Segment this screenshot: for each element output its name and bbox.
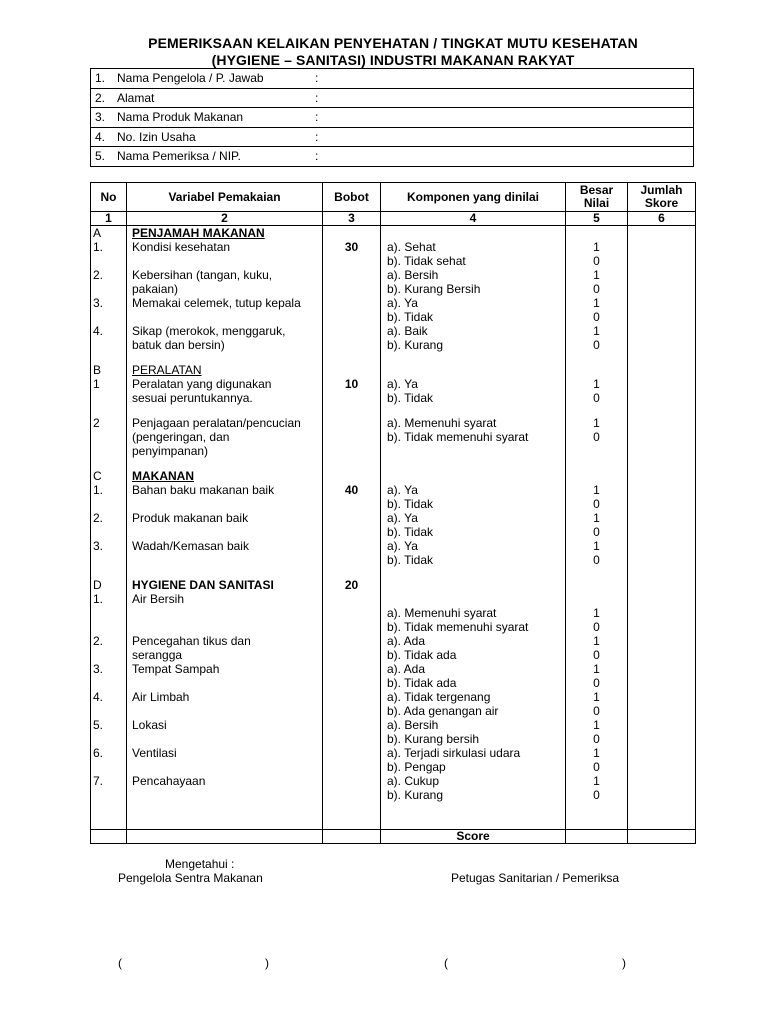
identity-value-field[interactable]: : <box>315 69 694 89</box>
item-number: 4. <box>93 324 104 338</box>
item-variable: Pencahayaan <box>132 774 206 788</box>
item-variable: Pencegahan tikus dan <box>132 634 251 648</box>
item-variable: Sikap (merokok, menggaruk, <box>132 324 286 338</box>
item-number: 2. <box>93 268 104 282</box>
nilai-column <box>566 226 628 830</box>
jumlah-column <box>628 226 696 830</box>
item-number: B <box>93 363 102 377</box>
item-variable: batuk dan bersin) <box>132 338 225 352</box>
item-score-value: 0 <box>593 310 600 324</box>
header-komponen: Komponen yang dinilai <box>381 183 566 212</box>
item-score-value: 0 <box>593 704 600 718</box>
item-number: 3. <box>93 539 104 553</box>
identity-table <box>90 68 694 167</box>
signature-left-paren-close: ) <box>265 956 269 970</box>
item-variable: Air Limbah <box>132 690 190 704</box>
header-besar-nilai-line1: Besar <box>579 183 614 197</box>
item-number: 7. <box>93 774 104 788</box>
signature-left-heading: Mengetahui : <box>165 857 235 871</box>
identity-label: Nama Produk Makanan <box>117 108 315 128</box>
komponen-column <box>381 226 566 830</box>
header-jumlah-skore <box>628 183 696 212</box>
score-cell-empty <box>566 830 628 844</box>
item-score-value: 0 <box>593 788 600 802</box>
identity-row <box>91 108 694 128</box>
item-number: 1. <box>93 240 104 254</box>
identity-value-field[interactable]: : <box>315 88 694 108</box>
item-variable: Produk makanan baik <box>132 511 249 525</box>
item-number: C <box>93 469 102 483</box>
score-cell-empty <box>91 830 127 844</box>
item-number: 4. <box>93 690 104 704</box>
item-score-value: 1 <box>593 690 600 704</box>
item-variable: penyimpanan) <box>132 444 209 458</box>
header-besar-nilai-line2: Nilai <box>583 196 610 210</box>
score-label: Score <box>381 830 566 844</box>
signature-right-paren-open: ( <box>444 956 448 970</box>
item-variable: Bahan baku makanan baik <box>132 483 275 497</box>
item-score-value: 0 <box>593 676 600 690</box>
identity-number: 5. <box>91 147 118 167</box>
item-component: b). Tidak <box>387 310 434 324</box>
item-component: a). Ya <box>387 377 418 391</box>
item-component: b). Tidak <box>387 497 434 511</box>
item-number: 2. <box>93 511 104 525</box>
item-component: b). Tidak ada <box>387 676 457 690</box>
identity-row <box>91 88 694 108</box>
item-component: a). Ya <box>387 296 418 310</box>
item-score-value: 1 <box>593 718 600 732</box>
column-index: 4 <box>381 212 566 226</box>
signature-right-paren-close: ) <box>622 956 626 970</box>
item-component: b). Tidak memenuhi syarat <box>387 620 529 634</box>
variabel-column <box>127 226 323 830</box>
item-component: a). Ya <box>387 483 418 497</box>
item-number: 1 <box>93 377 100 391</box>
item-component: a). Ya <box>387 539 418 553</box>
item-component: a). Bersih <box>387 718 439 732</box>
item-component: b). Kurang Bersih <box>387 282 481 296</box>
item-variable: Tempat Sampah <box>132 662 220 676</box>
item-variable: Kondisi kesehatan <box>132 240 231 254</box>
item-number: 3. <box>93 296 104 310</box>
item-score-value: 0 <box>593 620 600 634</box>
item-component: a). Bersih <box>387 268 439 282</box>
item-weight: 20 <box>344 578 359 592</box>
score-cell-empty <box>127 830 323 844</box>
item-score-value: 1 <box>593 324 600 338</box>
item-score-value: 0 <box>593 282 600 296</box>
item-score-value: 0 <box>593 430 600 444</box>
item-number: 2 <box>93 416 100 430</box>
item-component: b). Tidak memenuhi syarat <box>387 430 529 444</box>
item-component: b). Tidak ada <box>387 648 457 662</box>
item-component: b). Pengap <box>387 760 446 774</box>
item-number: 2. <box>93 634 104 648</box>
item-number: 6. <box>93 746 104 760</box>
item-variable: Memakai celemek, tutup kepala <box>132 296 301 310</box>
header-row <box>91 183 696 212</box>
item-component: b). Tidak <box>387 553 434 567</box>
item-score-value: 1 <box>593 483 600 497</box>
no-column <box>91 226 127 830</box>
item-score-value: 1 <box>593 416 600 430</box>
body-row <box>91 226 696 830</box>
item-score-value: 1 <box>593 746 600 760</box>
identity-value-field[interactable]: : <box>315 127 694 147</box>
item-score-value: 1 <box>593 539 600 553</box>
item-component: b). Kurang bersih <box>387 732 480 746</box>
signature-right-role: Petugas Sanitarian / Pemeriksa <box>451 871 620 885</box>
item-variable: Wadah/Kemasan baik <box>132 539 249 553</box>
identity-label: Nama Pengelola / P. Jawab <box>117 69 315 89</box>
item-variable: sesuai peruntukannya. <box>132 391 253 405</box>
item-variable: serangga <box>132 648 183 662</box>
item-number: 5. <box>93 718 104 732</box>
identity-number: 1. <box>91 69 118 89</box>
item-weight: 10 <box>344 377 359 391</box>
item-component: b). Tidak <box>387 391 434 405</box>
item-number: 1. <box>93 592 104 606</box>
item-component: a). Cukup <box>387 774 440 788</box>
item-score-value: 0 <box>593 497 600 511</box>
item-score-value: 0 <box>593 648 600 662</box>
column-index: 2 <box>127 212 323 226</box>
header-variabel: Variabel Pemakaian <box>127 183 323 212</box>
item-score-value: 0 <box>593 760 600 774</box>
item-component: b). Kurang <box>387 788 444 802</box>
item-component: b). Tidak sehat <box>387 254 466 268</box>
item-component: a). Terjadi sirkulasi udara <box>387 746 521 760</box>
item-component: a). Memenuhi syarat <box>387 606 497 620</box>
identity-row <box>91 147 694 167</box>
item-component: a). Baik <box>387 324 428 338</box>
item-variable: PENJAMAH MAKANAN <box>132 226 265 240</box>
identity-value-field[interactable]: : <box>315 108 694 128</box>
item-component: a). Ada <box>387 634 426 648</box>
item-score-value: 0 <box>593 391 600 405</box>
item-variable: Kebersihan (tangan, kuku, <box>132 268 273 282</box>
item-variable: pakaian) <box>132 282 179 296</box>
item-score-value: 1 <box>593 268 600 282</box>
item-component: a). Memenuhi syarat <box>387 416 497 430</box>
identity-label: Alamat <box>117 88 315 108</box>
item-variable: MAKANAN <box>132 469 194 483</box>
item-component: b). Kurang <box>387 338 444 352</box>
item-variable: Penjagaan peralatan/pencucian <box>132 416 301 430</box>
item-number: D <box>93 578 102 592</box>
identity-label: Nama Pemeriksa / NIP. <box>117 147 315 167</box>
identity-number: 2. <box>91 88 118 108</box>
identity-number: 4. <box>91 127 118 147</box>
identity-value-field[interactable]: : <box>315 147 694 167</box>
form-title: PEMERIKSAAN KELAIKAN PENYEHATAN / TINGKAT MUTU KESEHATAN <box>148 35 638 51</box>
item-score-value: 1 <box>593 774 600 788</box>
identity-label: No. Izin Usaha <box>117 127 315 147</box>
assessment-table <box>90 182 696 844</box>
column-index: 3 <box>323 212 381 226</box>
signature-left-paren-open: ( <box>118 956 122 970</box>
form-subtitle: (HYGIENE – SANITASI) INDUSTRI MAKANAN RAKYAT <box>211 52 575 68</box>
score-cell-empty <box>323 830 381 844</box>
item-score-value: 1 <box>593 240 600 254</box>
item-number: A <box>93 226 102 240</box>
item-score-value: 0 <box>593 254 600 268</box>
item-score-value: 1 <box>593 296 600 310</box>
item-score-value: 0 <box>593 525 600 539</box>
header-no: No <box>91 183 127 212</box>
column-index: 1 <box>91 212 127 226</box>
item-variable: Lokasi <box>132 718 167 732</box>
item-score-value: 1 <box>593 377 600 391</box>
item-score-value: 1 <box>593 662 600 676</box>
item-component: a). Tidak tergenang <box>387 690 491 704</box>
item-weight: 40 <box>344 483 359 497</box>
item-variable: Peralatan yang digunakan <box>132 377 272 391</box>
item-component: a). Ada <box>387 662 426 676</box>
score-row <box>91 830 696 844</box>
item-score-value: 1 <box>593 634 600 648</box>
item-score-value: 0 <box>593 338 600 352</box>
item-number: 3. <box>93 662 104 676</box>
signature-left-role: Pengelola Sentra Makanan <box>118 871 263 885</box>
column-index: 6 <box>628 212 696 226</box>
item-component: a). Ya <box>387 511 418 525</box>
item-variable: HYGIENE DAN SANITASI <box>132 578 274 592</box>
header-jumlah-skore-line2: Skore <box>644 196 679 210</box>
header-bobot: Bobot <box>323 183 381 212</box>
identity-row <box>91 127 694 147</box>
column-index-row <box>91 212 696 226</box>
score-total-field[interactable] <box>628 830 696 844</box>
header-jumlah-skore-line1: Jumlah <box>640 183 683 197</box>
item-score-value: 0 <box>593 553 600 567</box>
item-score-value: 0 <box>593 732 600 746</box>
item-score-value: 1 <box>593 511 600 525</box>
header-besar-nilai <box>566 183 628 212</box>
column-index: 5 <box>566 212 628 226</box>
item-component: a). Sehat <box>387 240 436 254</box>
item-variable: PERALATAN <box>132 363 202 377</box>
item-variable: Ventilasi <box>132 746 177 760</box>
item-component: b). Ada genangan air <box>387 704 499 718</box>
identity-row <box>91 69 694 89</box>
item-variable: Air Bersih <box>132 592 185 606</box>
item-number: 1. <box>93 483 104 497</box>
bobot-column <box>323 226 381 830</box>
item-weight: 30 <box>344 240 359 254</box>
identity-number: 3. <box>91 108 118 128</box>
item-variable: (pengeringan, dan <box>132 430 230 444</box>
item-component: b). Tidak <box>387 525 434 539</box>
item-score-value: 1 <box>593 606 600 620</box>
